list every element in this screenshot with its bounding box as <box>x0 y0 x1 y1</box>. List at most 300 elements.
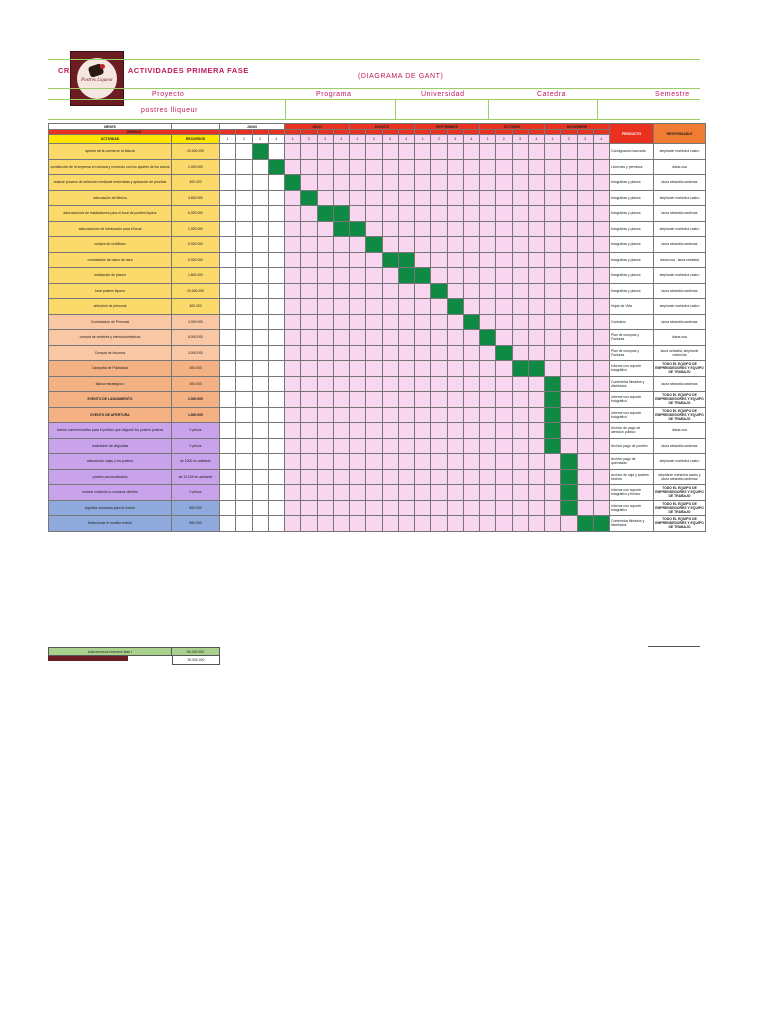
gantt-cell <box>464 485 480 501</box>
gantt-cell <box>448 237 464 253</box>
product-cell: Contenidos filmados y diseñados <box>610 377 654 393</box>
meses-label: MESES <box>48 123 172 130</box>
gantt-cell <box>236 423 252 439</box>
gantt-cell <box>464 175 480 191</box>
gantt-cell <box>350 392 366 408</box>
table-row <box>48 361 704 377</box>
gantt-cell <box>594 392 610 408</box>
resources-cell: 300.000 <box>172 377 220 393</box>
gantt-cell <box>594 423 610 439</box>
gantt-cell <box>578 485 594 501</box>
gantt-cell <box>334 439 350 455</box>
gantt-cell <box>350 330 366 346</box>
gantt-cell <box>448 361 464 377</box>
gantt-cell <box>529 253 545 269</box>
gantt-cell <box>383 315 399 331</box>
resources-cell: 300.000 <box>172 361 220 377</box>
gantt-cell <box>496 392 512 408</box>
gantt-cell <box>334 470 350 486</box>
gantt-cell <box>529 485 545 501</box>
gantt-cell <box>594 346 610 362</box>
product-cell: Archivo pago de quemadas <box>610 454 654 470</box>
responsable-header: RESPONSABLE <box>654 123 706 144</box>
gantt-cell <box>334 516 350 532</box>
recursos-header: RECURSOS <box>172 135 220 144</box>
gantt-cell <box>594 408 610 424</box>
gantt-cell <box>529 299 545 315</box>
responsible-cell: stephanie mahecha castro y laura sebastiá cardenas <box>654 470 706 486</box>
responsible-cell: diana osa , laura sebastiá <box>654 253 706 269</box>
gantt-cell <box>285 299 301 315</box>
resources-cell: de 1000 en adelante <box>172 454 220 470</box>
gantt-cell <box>415 191 431 207</box>
gantt-cell <box>301 392 317 408</box>
gantt-cell <box>529 501 545 517</box>
gantt-cell <box>496 284 512 300</box>
gantt-cell <box>350 175 366 191</box>
gantt-cell <box>513 439 529 455</box>
gantt-cell <box>301 268 317 284</box>
gantt-cell <box>431 268 447 284</box>
gantt-cell <box>431 485 447 501</box>
gantt-cell <box>513 160 529 176</box>
gantt-cell <box>464 237 480 253</box>
gantt-cell <box>448 470 464 486</box>
gantt-cell <box>578 237 594 253</box>
gantt-cell <box>545 501 561 517</box>
gantt-cell <box>529 160 545 176</box>
gantt-cell <box>561 160 577 176</box>
gantt-cell <box>529 346 545 362</box>
gantt-cell <box>529 144 545 160</box>
gantt-cell <box>448 191 464 207</box>
week-number: 4 <box>529 135 545 144</box>
activity-cell: adecuaciones de instalaciones para el local de postres liqueur <box>48 206 172 222</box>
gantt-cell <box>366 439 382 455</box>
gantt-cell <box>513 346 529 362</box>
gantt-cell <box>236 470 252 486</box>
month-junio: JUNIO <box>220 123 285 130</box>
gantt-cell <box>496 144 512 160</box>
gantt-bar-cell <box>366 237 382 253</box>
responsible-cell: diana osa <box>654 423 706 439</box>
gantt-cell <box>285 315 301 331</box>
table-row <box>48 346 700 362</box>
product-cell: Informe con soporte fotográfico <box>610 408 654 424</box>
gantt-cell <box>578 377 594 393</box>
resources-cell: 6.000.000 <box>172 253 220 269</box>
gantt-cell <box>318 423 334 439</box>
gantt-cell <box>578 191 594 207</box>
gantt-cell <box>318 299 334 315</box>
month-septiembre: SEPTIEMBRE <box>415 123 480 130</box>
responsible-cell: laura sebastiá cardenas <box>654 206 706 222</box>
gantt-cell <box>561 516 577 532</box>
program-label: Programa <box>316 91 352 98</box>
gantt-cell <box>220 299 236 315</box>
gantt-cell <box>318 191 334 207</box>
producto-header: PRODUCTO <box>610 123 654 144</box>
gantt-cell <box>464 346 480 362</box>
gantt-cell <box>594 315 610 331</box>
gantt-cell <box>253 454 269 470</box>
gantt-cell <box>236 454 252 470</box>
week-number: 4 <box>269 135 285 144</box>
gantt-cell <box>285 454 301 470</box>
gantt-cell <box>383 222 399 238</box>
gantt-cell <box>269 299 285 315</box>
gantt-cell <box>448 175 464 191</box>
gantt-cell <box>220 346 236 362</box>
gantt-cell <box>399 423 415 439</box>
responsible-cell: TODO EL EQUIPO DE EMPRENDEDORES Y EQUIPO DE TRABAJO <box>654 408 706 424</box>
gantt-cell <box>448 516 464 532</box>
product-cell: Archivo de caja y postres hechos <box>610 470 654 486</box>
gantt-cell <box>285 330 301 346</box>
gantt-cell <box>415 160 431 176</box>
gantt-cell <box>578 253 594 269</box>
gantt-cell <box>253 361 269 377</box>
table-row <box>48 423 700 439</box>
gantt-cell <box>318 361 334 377</box>
gantt-cell <box>318 222 334 238</box>
gantt-cell <box>431 470 447 486</box>
gantt-cell <box>285 346 301 362</box>
gantt-cell <box>236 516 252 532</box>
gantt-cell <box>253 253 269 269</box>
gantt-cell <box>448 439 464 455</box>
gantt-cell <box>301 501 317 517</box>
gantt-cell <box>448 423 464 439</box>
gantt-bar-cell <box>269 160 285 176</box>
gantt-cell <box>334 501 350 517</box>
responsible-cell: diana osa <box>654 330 706 346</box>
gantt-cell <box>236 315 252 331</box>
gantt-cell <box>496 222 512 238</box>
gantt-cell <box>594 253 610 269</box>
responsible-cell: laura sebastiá cardenas <box>654 237 706 253</box>
gantt-cell <box>399 299 415 315</box>
gantt-cell <box>561 439 577 455</box>
gantt-cell <box>464 330 480 346</box>
product-cell: Archivo pago de postres <box>610 439 654 455</box>
gantt-cell <box>594 485 610 501</box>
gantt-cell <box>578 268 594 284</box>
gantt-cell <box>253 160 269 176</box>
gantt-cell <box>578 454 594 470</box>
week-number: 3 <box>578 135 594 144</box>
gantt-cell <box>383 299 399 315</box>
gantt-cell <box>545 268 561 284</box>
gantt-cell <box>578 222 594 238</box>
gantt-cell <box>415 346 431 362</box>
gantt-cell <box>236 237 252 253</box>
responsible-cell: TODO EL EQUIPO DE EMPRENDEDORES Y EQUIPO DE TRABAJO <box>654 516 706 532</box>
gantt-cell <box>383 346 399 362</box>
gantt-cell <box>383 501 399 517</box>
gantt-cell <box>301 330 317 346</box>
gantt-cell <box>415 516 431 532</box>
gantt-cell <box>269 175 285 191</box>
gantt-cell <box>464 268 480 284</box>
gantt-cell <box>285 501 301 517</box>
gantt-cell <box>480 206 496 222</box>
gantt-cell <box>480 392 496 408</box>
university-label: Universidad <box>421 91 465 98</box>
total-label: total recursos inversion fase I <box>48 647 172 656</box>
gantt-bar-cell <box>561 454 577 470</box>
gantt-cell <box>496 160 512 176</box>
gantt-cell <box>350 299 366 315</box>
gantt-cell <box>236 160 252 176</box>
gantt-cell <box>318 284 334 300</box>
gantt-bar-cell <box>545 377 561 393</box>
gantt-cell <box>269 268 285 284</box>
gantt-cell <box>496 206 512 222</box>
gantt-cell <box>513 175 529 191</box>
week-number: 3 <box>448 135 464 144</box>
gantt-cell <box>220 253 236 269</box>
header-rule-bottom <box>48 119 700 120</box>
gantt-cell <box>383 392 399 408</box>
gantt-bar-cell <box>545 439 561 455</box>
gantt-cell <box>350 377 366 393</box>
gantt-cell <box>496 175 512 191</box>
week-number: 1 <box>480 135 496 144</box>
responsible-cell: laura sebastiá cardenas <box>654 439 706 455</box>
gantt-cell <box>366 501 382 517</box>
gantt-cell <box>480 222 496 238</box>
gantt-cell <box>350 485 366 501</box>
gantt-cell <box>301 485 317 501</box>
gantt-cell <box>480 470 496 486</box>
gantt-cell <box>594 237 610 253</box>
week-number: 4 <box>399 135 415 144</box>
gantt-cell <box>561 144 577 160</box>
gantt-cell <box>561 222 577 238</box>
gantt-cell <box>545 191 561 207</box>
gantt-cell <box>350 253 366 269</box>
responsible-cell: diana osa <box>654 160 706 176</box>
gantt-bar-cell <box>318 206 334 222</box>
table-row <box>48 330 700 346</box>
gantt-cell <box>431 160 447 176</box>
gantt-cell <box>253 439 269 455</box>
gantt-cell <box>464 501 480 517</box>
gantt-cell <box>253 346 269 362</box>
gantt-cell <box>318 268 334 284</box>
gantt-cell <box>383 330 399 346</box>
header-rule-top <box>48 59 700 60</box>
header-rule-2 <box>48 99 700 100</box>
activity-cell: adecuación de fábrica <box>48 191 172 207</box>
activity-cell: realizar proceso de selección mediante entrevistas y aplicación de pruebas <box>48 175 172 191</box>
gantt-cell <box>366 206 382 222</box>
gantt-cell <box>545 160 561 176</box>
gantt-cell <box>496 268 512 284</box>
table-row <box>48 439 700 455</box>
gantt-bar-cell <box>594 516 610 532</box>
project-label: Proyecto <box>152 91 185 98</box>
gantt-cell <box>513 501 529 517</box>
gantt-cell <box>236 346 252 362</box>
product-cell: Hojas de Vida <box>610 299 654 315</box>
actividad-header: ACTIVIDAD <box>48 135 172 144</box>
gantt-cell <box>220 315 236 331</box>
activity-cell: compra de mobiliario <box>48 237 172 253</box>
gantt-cell <box>220 284 236 300</box>
responsible-cell: stephanie mahecha castro <box>654 144 706 160</box>
gantt-cell <box>318 501 334 517</box>
gantt-cell <box>318 408 334 424</box>
gantt-cell <box>220 485 236 501</box>
table-row <box>48 299 700 315</box>
gantt-cell <box>301 222 317 238</box>
gantt-cell <box>594 299 610 315</box>
week-number: 2 <box>366 135 382 144</box>
table-row <box>48 377 700 393</box>
week-number: 2 <box>236 135 252 144</box>
resources-cell: 800.000 <box>172 516 220 532</box>
gantt-cell <box>480 144 496 160</box>
gantt-bar-cell <box>529 361 545 377</box>
gantt-cell <box>220 439 236 455</box>
gantt-cell <box>220 144 236 160</box>
week-number: 4 <box>464 135 480 144</box>
gantt-cell <box>220 516 236 532</box>
product-cell: Plan de compras y Facturas <box>610 346 654 362</box>
activity-cell: evento conmemorativo para el público que degustó los postres postres <box>48 423 172 439</box>
gantt-cell <box>318 144 334 160</box>
gantt-cell <box>269 330 285 346</box>
gantt-cell <box>415 485 431 501</box>
month-julio: JULIO <box>285 123 350 130</box>
gantt-cell <box>253 299 269 315</box>
gantt-cell <box>253 516 269 532</box>
gantt-cell <box>269 284 285 300</box>
gantt-cell <box>480 160 496 176</box>
gantt-cell <box>529 268 545 284</box>
gantt-cell <box>545 284 561 300</box>
gantt-cell <box>334 346 350 362</box>
gantt-cell <box>513 206 529 222</box>
gantt-cell <box>318 253 334 269</box>
gantt-cell <box>236 377 252 393</box>
responsible-cell: stephanie mahecha castro <box>654 268 706 284</box>
gantt-cell <box>464 191 480 207</box>
gantt-cell <box>269 439 285 455</box>
gantt-cell <box>366 470 382 486</box>
gantt-cell <box>220 408 236 424</box>
gantt-cell <box>496 315 512 331</box>
gantt-bar-cell <box>285 175 301 191</box>
gantt-cell <box>529 206 545 222</box>
gantt-bar-cell <box>301 191 317 207</box>
gantt-cell <box>366 284 382 300</box>
responsible-cell: laura sebastiá cardenas <box>654 284 706 300</box>
gantt-cell <box>318 175 334 191</box>
gantt-cell <box>415 284 431 300</box>
activity-cell: logística necesaria para el evento <box>48 501 172 517</box>
gantt-cell <box>269 191 285 207</box>
gantt-cell <box>513 222 529 238</box>
gantt-cell <box>480 423 496 439</box>
product-cell: fotografías y planos <box>610 268 654 284</box>
gantt-cell <box>366 516 382 532</box>
gantt-bar-cell <box>513 361 529 377</box>
gantt-cell <box>545 299 561 315</box>
gantt-bar-cell <box>350 222 366 238</box>
gantt-cell <box>464 160 480 176</box>
gantt-cell <box>415 392 431 408</box>
gantt-cell <box>480 237 496 253</box>
gantt-cell <box>383 144 399 160</box>
gantt-cell <box>594 206 610 222</box>
gantt-cell <box>431 191 447 207</box>
gantt-bar-cell <box>578 516 594 532</box>
gantt-cell <box>578 315 594 331</box>
gantt-cell <box>350 206 366 222</box>
gantt-cell <box>578 175 594 191</box>
activity-cell: realización de degustias <box>48 439 172 455</box>
gantt-cell <box>220 330 236 346</box>
gantt-cell <box>253 377 269 393</box>
table-row <box>48 191 700 207</box>
gantt-cell <box>431 516 447 532</box>
gantt-cell <box>285 191 301 207</box>
gantt-cell <box>513 268 529 284</box>
gantt-cell <box>561 423 577 439</box>
gantt-cell <box>513 454 529 470</box>
gantt-cell <box>236 439 252 455</box>
gantt-cell <box>545 237 561 253</box>
responsible-cell: stephanie mahecha castro <box>654 299 706 315</box>
gantt-cell <box>448 222 464 238</box>
gantt-cell <box>350 361 366 377</box>
gantt-cell <box>220 377 236 393</box>
page-subtitle: (DIAGRAMA DE GANT) <box>358 73 444 80</box>
gantt-bar-cell <box>253 144 269 160</box>
project-value: postres lliqueur <box>141 107 199 114</box>
gantt-cell <box>594 377 610 393</box>
second-total-value: 30.000.000 <box>172 656 220 665</box>
gantt-bar-cell <box>399 253 415 269</box>
header-divider <box>597 99 598 119</box>
product-cell: Informe con soporte fotográfico y fílmico <box>610 485 654 501</box>
gantt-cell <box>350 423 366 439</box>
gantt-cell <box>545 144 561 160</box>
week-number: 3 <box>383 135 399 144</box>
gantt-cell <box>399 315 415 331</box>
gantt-cell <box>285 516 301 532</box>
gantt-cell <box>529 516 545 532</box>
gantt-cell <box>496 501 512 517</box>
gantt-cell <box>513 423 529 439</box>
week-number: 1 <box>545 135 561 144</box>
gantt-cell <box>431 423 447 439</box>
gantt-cell <box>448 454 464 470</box>
gantt-cell <box>561 175 577 191</box>
gantt-cell <box>464 299 480 315</box>
gantt-cell <box>513 377 529 393</box>
gantt-cell <box>399 175 415 191</box>
table-row <box>48 284 700 300</box>
gantt-cell <box>399 439 415 455</box>
week-number: 3 <box>513 135 529 144</box>
gantt-cell <box>366 253 382 269</box>
table-row <box>48 454 700 470</box>
gantt-cell <box>285 408 301 424</box>
